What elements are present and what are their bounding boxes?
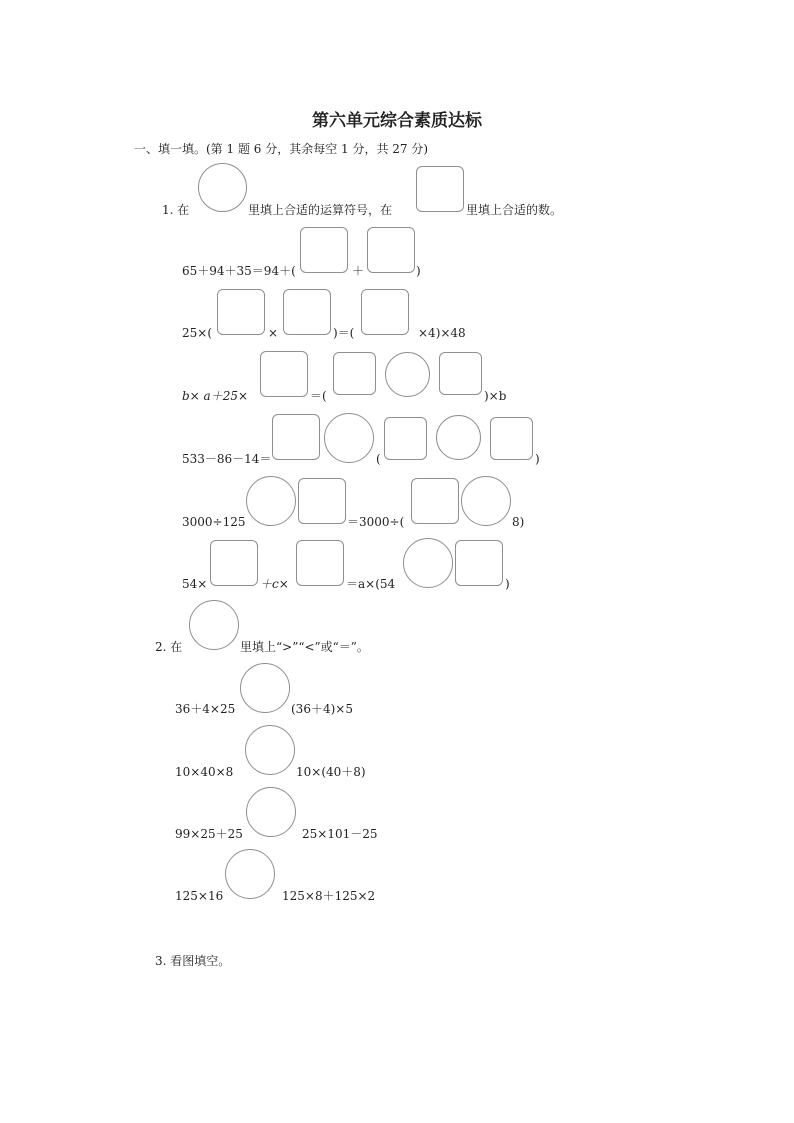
q1-row5-tail: 8) [512,515,525,529]
compare-circle[interactable] [225,849,275,899]
answer-box[interactable] [384,417,427,460]
answer-box[interactable] [490,417,533,460]
q1-row2-expr: 25×( [182,326,213,340]
answer-circle[interactable] [385,352,430,397]
q2-row2-left: 10×40×8 [175,765,234,779]
q1-suffix: 里填上合适的数。 [466,203,563,217]
q1-mid: 里填上合适的运算符号，在 [248,203,393,217]
q1-row3-eq: ＝( [310,389,327,403]
q3-label: 3. 看图填空。 [155,954,231,968]
answer-box[interactable] [455,540,503,586]
q1-row1-close: ) [416,264,421,278]
answer-circle[interactable] [461,476,511,526]
answer-circle-sample [189,600,239,650]
q2-suffix: 里填上“>”“<”或“＝”。 [240,640,369,654]
q2-row1-left: 36＋4×25 [175,702,236,716]
q1-row4-expr: 533－86－14＝ [182,452,272,466]
q1-row3-expr: b× a＋25× [182,389,249,403]
q1-row6-plus: ＋c× [260,577,289,591]
answer-box[interactable] [300,227,348,273]
answer-box[interactable] [367,227,415,273]
q2-prefix: 2. 在 [155,640,183,654]
answer-box[interactable] [283,289,331,335]
answer-circle[interactable] [246,476,296,526]
q1-row6-close: ) [505,577,510,591]
answer-box[interactable] [411,478,459,524]
answer-box[interactable] [272,414,320,460]
answer-box[interactable] [296,540,344,586]
q1-row2-tail: ×4)×48 [418,326,466,340]
q2-row3-right: 25×101－25 [302,827,378,841]
q1-row4-open: ( [376,452,381,466]
answer-box[interactable] [260,351,308,397]
compare-circle[interactable] [246,787,296,837]
answer-box[interactable] [439,352,482,395]
answer-box[interactable] [361,289,409,335]
q1-row1-expr: 65＋94＋35＝94＋( [182,264,296,278]
q2-row3-left: 99×25＋25 [175,827,243,841]
section-heading: 一、填一填。(第 1 题 6 分，其余每空 1 分，共 27 分) [134,142,429,156]
answer-circle[interactable] [324,413,374,463]
q1-row5-expr: 3000÷125 [182,515,246,529]
q1-row1-plus: ＋ [352,264,365,278]
q1-prefix: 1. 在 [162,203,190,217]
answer-box-sample [416,166,464,212]
compare-circle[interactable] [245,725,295,775]
q2-row4-left: 125×16 [175,889,224,903]
answer-circle[interactable] [403,538,453,588]
q1-row2-eq: )＝( [333,326,355,340]
compare-circle[interactable] [240,663,290,713]
page-title: 第六单元综合素质达标 [312,111,482,131]
q1-row4-close: ) [535,452,540,466]
q2-row4-right: 125×8＋125×2 [282,889,376,903]
q1-row6-eq: ＝a×(54 [346,577,396,591]
answer-box[interactable] [217,289,265,335]
answer-box[interactable] [210,540,258,586]
q1-row6-expr: 54× [182,577,208,591]
answer-box[interactable] [333,352,376,395]
q1-row2-times: × [268,326,279,340]
q1-row3-tail: )×b [484,389,507,403]
answer-box[interactable] [298,478,346,524]
answer-circle-sample [198,163,247,212]
q2-row1-right: (36＋4)×5 [291,702,353,716]
q2-row2-right: 10×(40＋8) [296,765,366,779]
q1-row5-eq: ＝3000÷( [347,515,405,529]
answer-circle[interactable] [436,415,481,460]
